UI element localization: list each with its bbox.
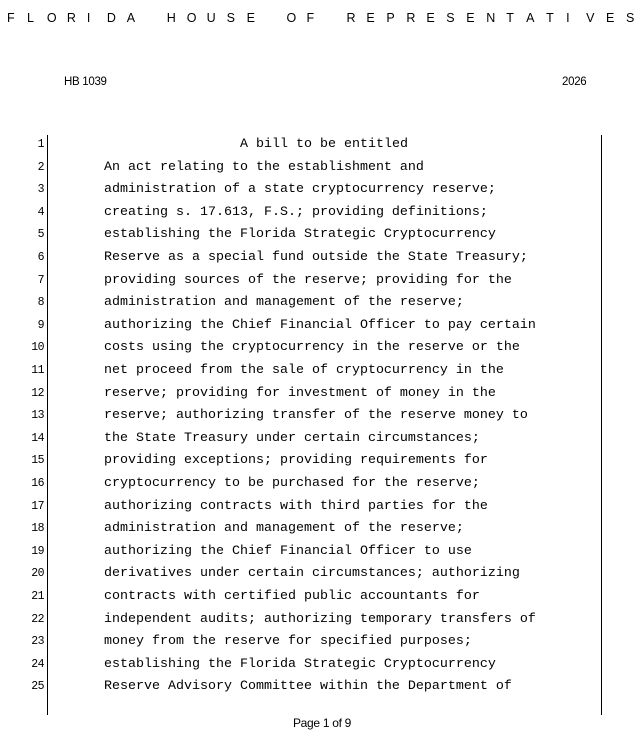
line-number: 5	[37, 228, 44, 242]
bill-line	[0, 179, 644, 201]
line-text: creating s. 17.613, F.S.; providing definitions;	[104, 204, 488, 220]
line-text: authorizing contracts with third parties for the	[104, 498, 488, 514]
masthead-letter: F	[7, 11, 15, 25]
line-text: reserve; authorizing transfer of the reserve money to	[104, 408, 528, 424]
masthead-letter: R	[406, 11, 416, 25]
bill-line	[0, 383, 644, 405]
line-text: providing sources of the reserve; providing for the	[104, 272, 512, 288]
line-number: 1	[37, 138, 44, 151]
line-number: 17	[31, 499, 44, 513]
masthead-letter: L	[26, 11, 34, 25]
bill-line	[0, 224, 644, 246]
bill-line	[0, 337, 644, 359]
line-number: 21	[31, 590, 44, 603]
bill-line	[0, 405, 644, 427]
bill-line	[0, 473, 644, 495]
bill-year: 2026	[562, 76, 587, 88]
bill-line	[0, 270, 644, 292]
line-text: the State Treasury under certain circumstances;	[104, 430, 480, 446]
line-text: Reserve as a special fund outside the State Treasury;	[104, 250, 528, 265]
line-number: 4	[37, 205, 44, 219]
masthead-letter: T	[546, 11, 554, 25]
masthead-letter: S	[446, 11, 455, 25]
line-number: 2	[37, 160, 44, 174]
line-number: 24	[31, 657, 44, 671]
line-number: 18	[31, 522, 44, 536]
bill-line	[0, 609, 644, 631]
bill-line	[0, 292, 644, 314]
bill-title: A bill to be entitled	[240, 137, 408, 152]
masthead-letter: V	[586, 11, 595, 25]
line-number: 12	[31, 386, 44, 400]
line-text: administration and management of the reserve;	[104, 521, 464, 537]
masthead-letter: E	[606, 11, 615, 25]
bill-line	[0, 563, 644, 585]
masthead-letter: E	[426, 11, 435, 25]
line-text: contracts with certified public accountants for	[104, 589, 480, 604]
line-text: An act relating to the establishment and	[104, 159, 424, 175]
page-number: Page 1 of 9	[292, 716, 352, 730]
line-number: 14	[31, 431, 44, 445]
line-text: reserve; providing for investment of money in the	[104, 385, 496, 401]
bill-line	[0, 654, 644, 676]
line-text: establishing the Florida Strategic Cryptocurrency	[104, 227, 496, 243]
masthead-letter: T	[506, 11, 514, 25]
masthead-letter: A	[526, 11, 535, 25]
masthead-letter: E	[366, 11, 375, 25]
masthead-letter: S	[226, 11, 235, 25]
line-number: 3	[37, 183, 44, 197]
line-text: cryptocurrency to be purchased for the reserve;	[104, 476, 480, 491]
masthead-letter: R	[66, 11, 76, 25]
bill-line	[0, 428, 644, 450]
line-text: establishing the Florida Strategic Cryptocurrency	[104, 656, 496, 672]
line-number: 7	[37, 273, 44, 287]
bill-line	[0, 450, 644, 472]
line-text: administration of a state cryptocurrency reserve;	[104, 182, 496, 198]
line-text: money from the reserve for specified purposes;	[104, 634, 472, 650]
masthead-letter: O	[286, 11, 297, 25]
line-text: derivatives under certain circumstances; authorizing	[104, 566, 520, 582]
line-text: net proceed from the sale of cryptocurrency in the	[104, 363, 504, 378]
bill-line	[0, 541, 644, 563]
bill-line	[0, 586, 644, 608]
masthead-letter: R	[346, 11, 356, 25]
bill-line	[0, 496, 644, 518]
masthead-letter: I	[86, 11, 91, 25]
line-text: costs using the cryptocurrency in the reserve or the	[104, 340, 520, 356]
chamber-masthead	[0, 9, 644, 27]
line-number: 16	[31, 477, 44, 490]
bill-line	[0, 360, 644, 382]
masthead-letter: I	[566, 11, 570, 25]
line-number: 10	[31, 341, 44, 355]
bill-line	[0, 202, 644, 224]
line-text: independent audits; authorizing temporary transfers of	[104, 611, 536, 627]
line-number: 23	[31, 635, 44, 649]
bill-line	[0, 631, 644, 653]
masthead-letter: E	[246, 11, 255, 25]
masthead-letter: H	[166, 11, 176, 25]
line-number: 6	[37, 251, 44, 264]
masthead-letter: P	[386, 11, 395, 25]
line-text: administration and management of the reserve;	[104, 295, 464, 311]
masthead-letter: O	[186, 11, 197, 25]
line-text: authorizing the Chief Financial Officer to pay certain	[104, 317, 536, 333]
masthead-letter: F	[306, 11, 315, 25]
bill-line	[0, 247, 644, 269]
bill-line	[0, 157, 644, 179]
masthead-letter: D	[106, 11, 116, 25]
masthead-letter: O	[46, 11, 57, 25]
line-text: authorizing the Chief Financial Officer to use	[104, 543, 472, 559]
masthead-letter: U	[206, 11, 216, 25]
line-number: 22	[31, 612, 44, 626]
bill-number: HB 1039	[64, 76, 107, 88]
line-number: 9	[37, 318, 44, 332]
line-number: 15	[31, 454, 44, 468]
masthead-letter: N	[486, 11, 496, 25]
line-text: providing exceptions; providing requirements for	[104, 453, 488, 469]
bill-line	[0, 518, 644, 540]
bill-line	[0, 134, 644, 156]
bill-line	[0, 676, 644, 698]
line-number: 13	[31, 409, 44, 423]
line-number: 25	[31, 680, 44, 694]
line-number: 20	[31, 567, 44, 581]
masthead-letter: A	[126, 11, 136, 25]
line-number: 11	[31, 364, 44, 377]
masthead-letter: S	[626, 11, 635, 25]
line-number: 8	[37, 296, 44, 310]
bill-line	[0, 315, 644, 337]
line-number: 19	[31, 544, 44, 558]
line-text: Reserve Advisory Committee within the Department of	[104, 679, 512, 695]
masthead-letter: E	[466, 11, 475, 25]
